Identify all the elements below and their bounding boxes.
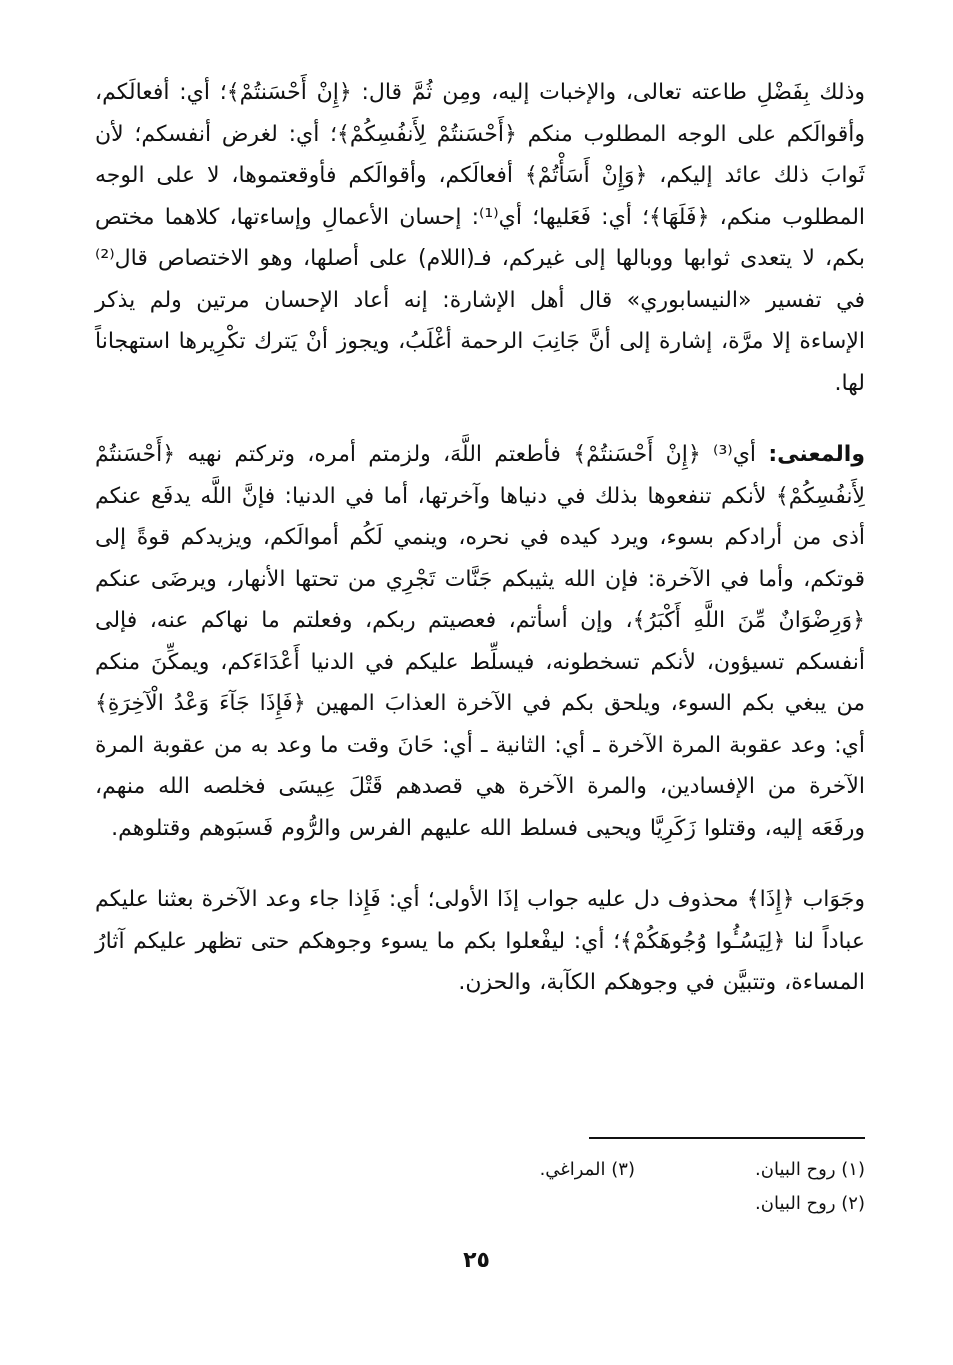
page-body bbox=[95, 72, 865, 1004]
paragraph-1 bbox=[95, 72, 865, 404]
footnote-1: (١) روح البيان. bbox=[755, 1159, 865, 1180]
paragraph-2-lead: والمعنى: bbox=[768, 442, 865, 467]
paragraph-2 bbox=[95, 434, 865, 849]
footnote-2: (٢) روح البيان. bbox=[755, 1193, 865, 1214]
paragraph-1-text: وذلك بِفَضْلِ طاعته تعالى، والإخبات إليه، ومِن ثُمَّ قال: ﴿إِنْ أَحْسَنتُمْ﴾؛ أي: أفعالَكم، وأقوالَكم على الوجه المطلوب منكم ﴿أَحْسَنتُمْ لِأَنفُسِكُمْ﴾؛ أي: لغرض أنفسكم؛ لأن ثَوابَ ذلك عائد إليكم، ﴿وَإِنْ أَسَأْتُمْ﴾ أفعالَكم، وأقوالَكم فأوقعتموها، لا على الوجه المطلوب منكم، ﴿فَلَهَا﴾؛ أي: فَعَليها؛ أي⁽¹⁾: إحسان الأعمالِ وإساءتها، كلاهما مختص بكم، لا يتعدى ثوابها ووبالها إلى غيركم، فـ(اللام) على أصلها، وهو الاختصاص قال⁽²⁾ في تفسير «النيسابوري» قال أهل الإشارة: إنه أعاد الإحسان مرتين ولم يذكر الإساءة إلا مرَّة، إشارة إلى أنَّ جَانِبَ الرحمة أغْلَبُ، ويجوز أنْ يَترك تكْرِيرها استهجاناً لها. bbox=[95, 80, 866, 396]
footnote-row-1 bbox=[305, 1153, 865, 1187]
footnotes bbox=[305, 1153, 865, 1221]
paragraph-3 bbox=[95, 879, 865, 1004]
footnote-divider bbox=[589, 1137, 865, 1139]
paragraph-2-text: أي⁽³⁾ ﴿إِنْ أَحْسَنتُمْ﴾ فأطعتم اللَّهَ، ولزمتم أمره، وتركتم نهيه ﴿أَحْسَنتُمْ لِأَنفُسِكُمْ﴾ لأنكم تنفعوها بذلك في دنياها وآخرتها، أما في الدنيا: فإنَّ اللَّه يدفَع عنكم أذى من أرادكم بسوء، ويرد كيده في نحره، وينمي لَكُم أموالَكم، ويزيدكم قوةً إلى قوتكم، وأما في الآخرة: فإن الله يثيبكم جَنَّات تَجْرِي من تحتها الأنهار، ويرضَى عنكم ﴿وَرِضْوَانٌ مِّنَ اللَّهِ أَكْبَرُ﴾، وإن أسأتم، فعصيتم ربكم، وفعلتم ما نهاكم عنه، فإلى أنفسكم تسيؤون، لأنكم تسخطونه، فيسلِّط عليكم في الدنيا أَعْدَاءَكم، ويمكِّنَ منكم من يبغي بكم السوء، ويلحق بكم في الآخرة العذابَ المهين ﴿فَإِذَا جَآءَ وَعْدُ الْآخِرَةِ﴾ أي: وعد عقوبة المرة الآخرة ـ أي: الثانية ـ أي: حَانَ وقت ما وعد به من عقوبة المرة الآخرة من الإفسادين، والمرة الآخرة هي قصدهم قَتْلَ عِيسَى فخلصه الله منهم، ورفَعَه إليه، وقتلوا زَكَرِيَّا ويحيى فسلط الله عليهم الفرس والرُّوم فَسبَوهم وقتلوهم. bbox=[95, 442, 865, 841]
footnote-row-2 bbox=[305, 1187, 865, 1221]
paragraph-3-text: وجَوَاب ﴿إِذَا﴾ محذوف دل عليه جواب إذَا الأولى؛ أي: فَإِذا جاء وعد الآخرة بعثنا عليكم عباداً لنا ﴿لِيَسُـُٔوا وُجُوهَكُمْ﴾؛ أي: ليفْعلوا بكم ما يسوء وجوهكم حتى تظهر عليكم آثارُ المساءة، وتتبيَّن في وجوهكم الكآبة، والحزن. bbox=[95, 887, 865, 995]
page-number: ٢٥ bbox=[463, 1248, 490, 1273]
footnote-3: (٣) المراغي. bbox=[539, 1159, 635, 1180]
